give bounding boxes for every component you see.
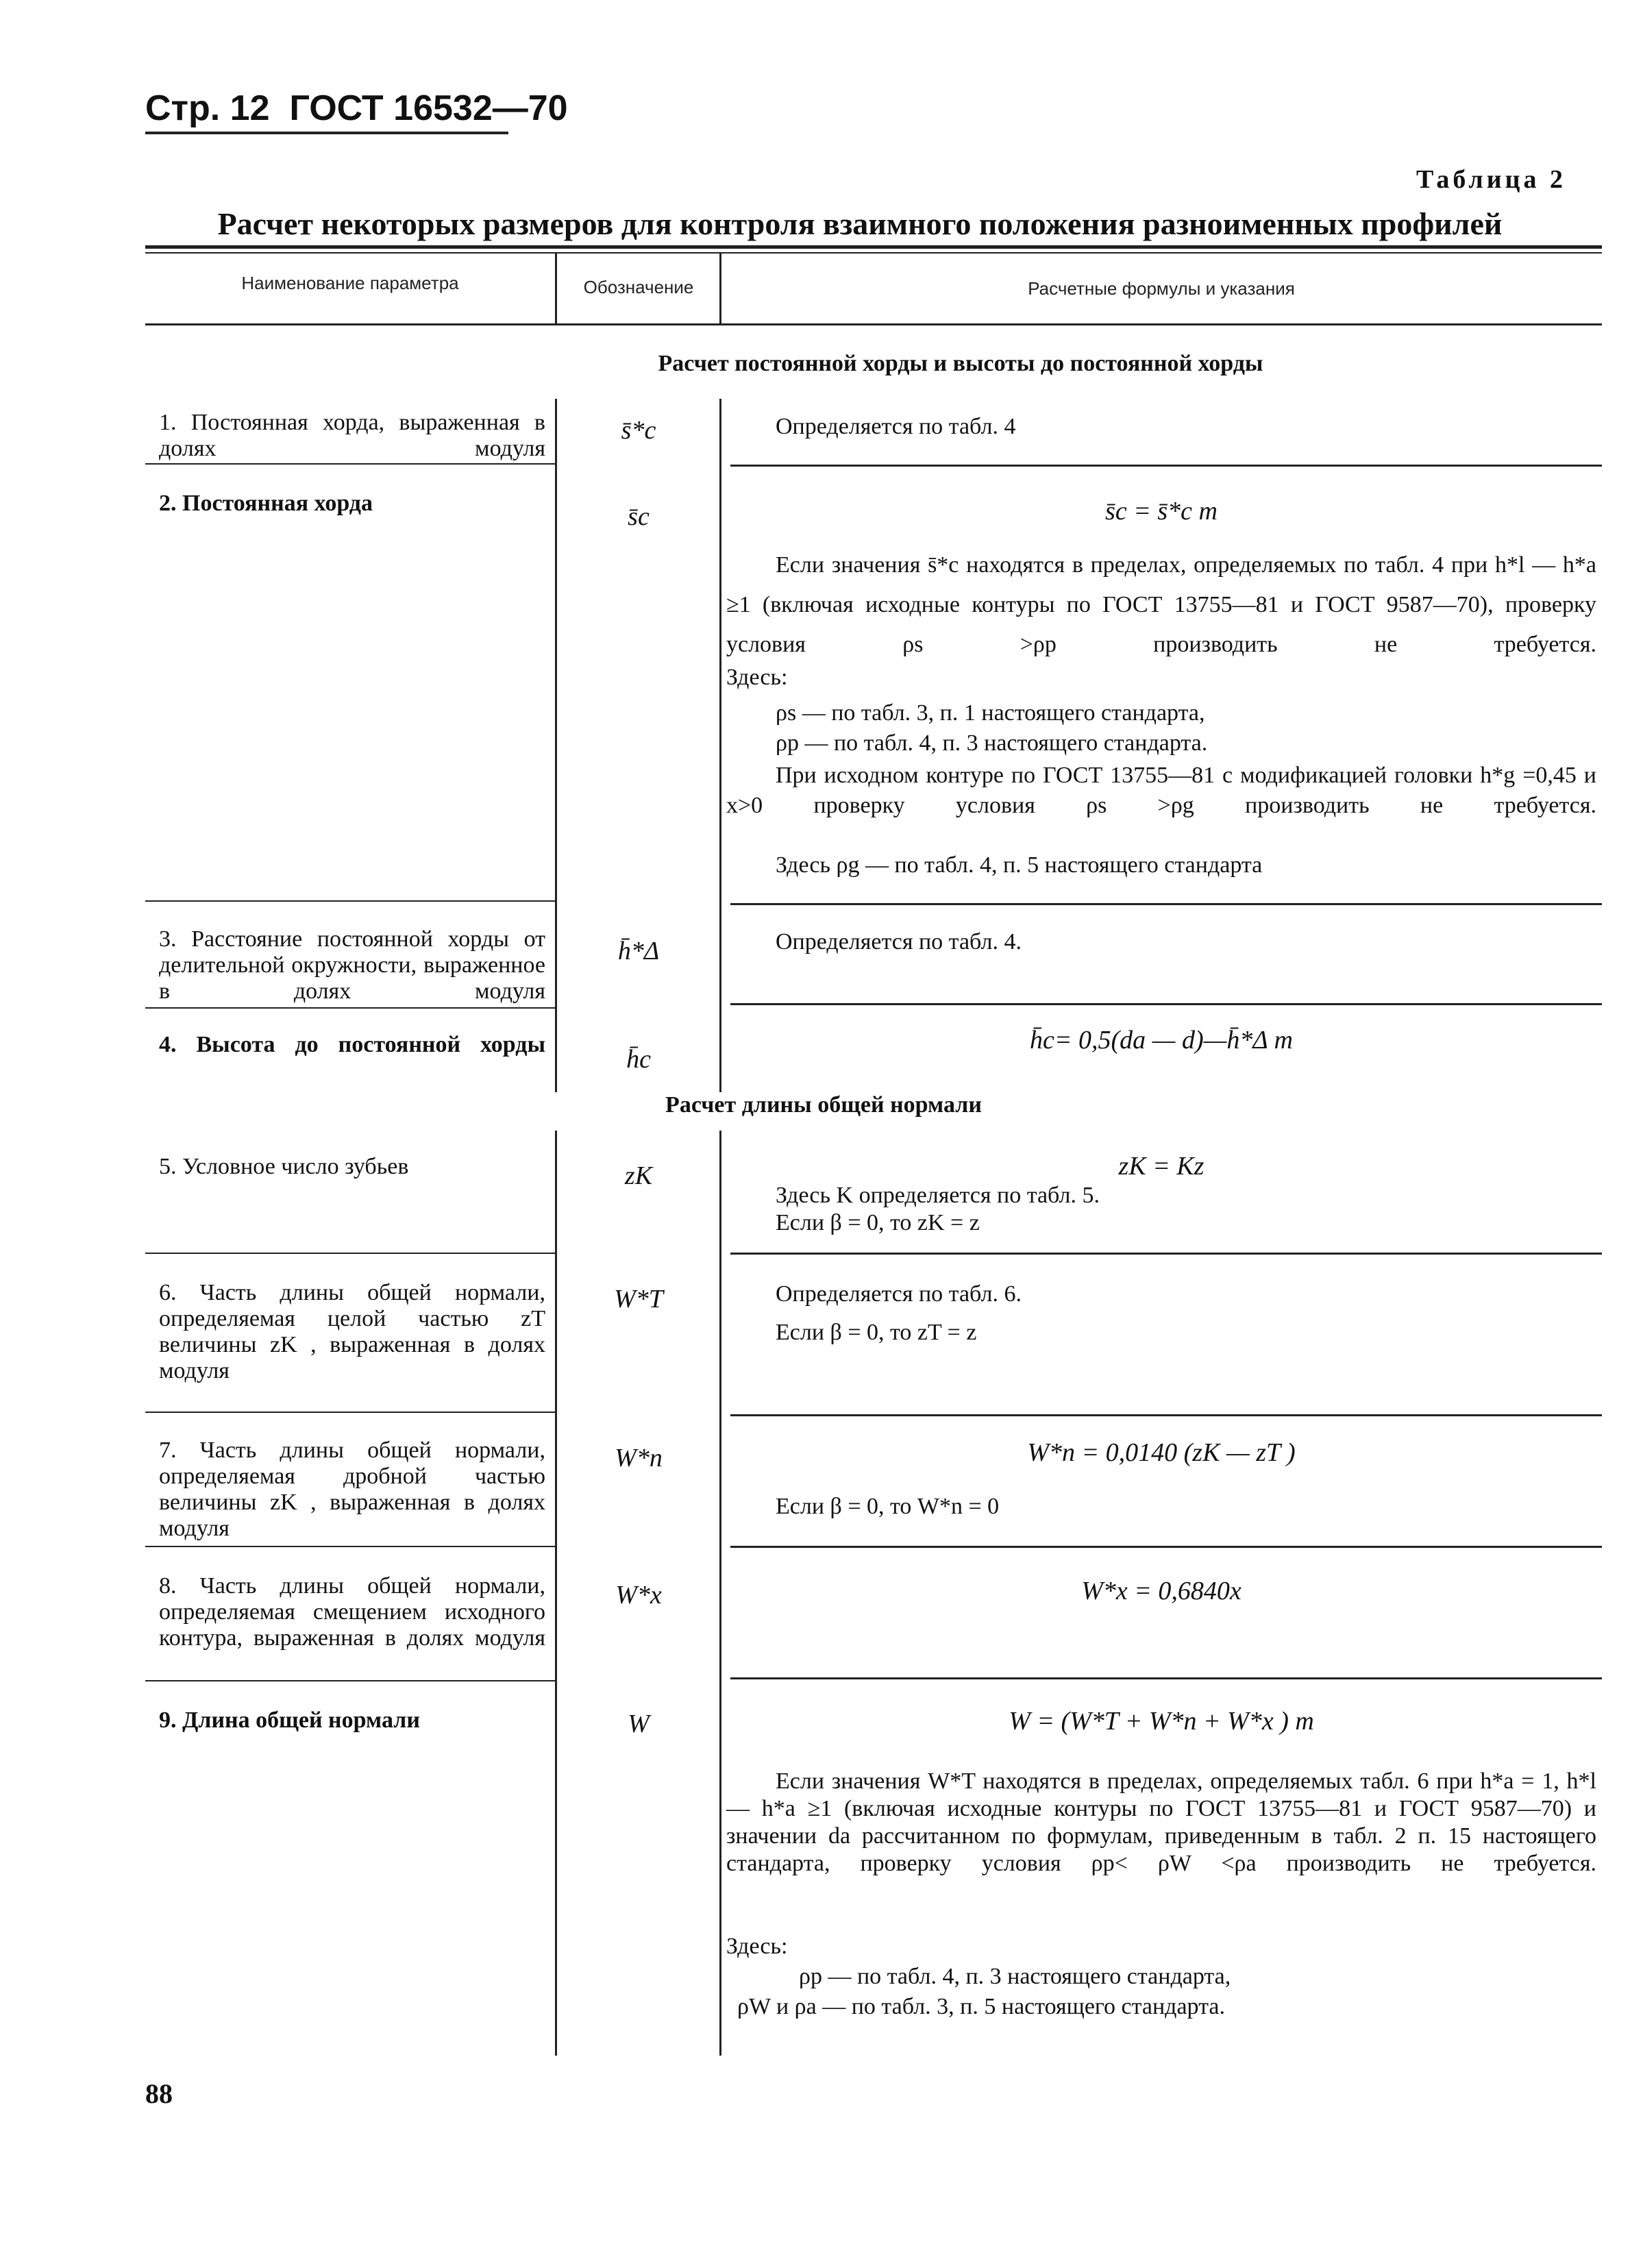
row-1-text: Определяется по табл. 4 [776, 414, 1016, 439]
row-2-here: Здесь: [726, 665, 788, 690]
row-5-name: 5. Условное число зубьев [159, 1154, 409, 1179]
row-5-line-2: Если β = 0, то zK = z [776, 1210, 980, 1235]
row-8-symbol: W*x [615, 1581, 662, 1610]
row-3-name: 3. Расстояние постоянной хорды от делительной окружности, выраженное в долях модуля [159, 926, 545, 1004]
col-header-symbol: Обозначение [583, 277, 694, 297]
row-4-formula: h̄c= 0,5(da — d)—h̄*Δ m [1030, 1026, 1293, 1055]
col-header-name: Наименование параметра [241, 273, 459, 293]
page-prefix: Стр. 12 [145, 88, 270, 128]
row-1-name: 1. Постоянная хорда, выраженная в долях модуля [159, 410, 545, 461]
row-7-name: 7. Часть длины общей нормали, определяемая дробной частью величины zK , выраженная в долях модуля [159, 1438, 545, 1541]
row-9-name: 9. Длина общей нормали [159, 1708, 420, 1733]
row-2-line-2: ρp — по табл. 4, п. 3 настоящего стандарта. [776, 730, 1208, 756]
row-7-formula: W*n = 0,0140 (zK — zT ) [1027, 1438, 1296, 1467]
row-6-symbol: W*T [614, 1285, 663, 1314]
row-6-name: 6. Часть длины общей нормали, определяемая целой частью zT величины zK , выраженная в долях модуля [159, 1280, 545, 1383]
row-6-line-1: Определяется по табл. 6. [776, 1281, 1022, 1307]
row-9-line-2: ρW и ρa — по табл. 3, п. 5 настоящего стандарта. [737, 1994, 1225, 2019]
row-8-name: 8. Часть длины общей нормали, определяемая смещением исходного контура, выраженная в долях модуля [159, 1573, 545, 1651]
row-7-line-1: Если β = 0, то W*n = 0 [776, 1494, 1000, 1519]
row-2-symbol: s̄c [628, 502, 650, 531]
row-5-formula: zK = Kz [1118, 1152, 1205, 1181]
col-header-formula: Расчетные формулы и указания [1028, 278, 1295, 299]
row-9-formula: W = (W*T + W*n + W*x ) m [1009, 1707, 1314, 1736]
row-7-symbol: W*n [615, 1444, 663, 1472]
row-2-paragraph-3: Здесь ρg — по табл. 4, п. 5 настоящего стандарта [776, 852, 1263, 878]
section-heading-constant-chord: Расчет постоянной хорды и высоты до постоянной хорды [658, 351, 1263, 376]
row-3-symbol: h̄*Δ [617, 937, 660, 965]
page-number: 88 [145, 2078, 173, 2109]
row-9-here: Здесь: [726, 1934, 788, 1959]
standard-number: ГОСТ 16532—70 [289, 88, 568, 128]
section-heading-common-normal: Расчет длины общей нормали [665, 1092, 982, 1118]
row-6-line-2: Если β = 0, то zT = z [776, 1320, 977, 1345]
row-3-text: Определяется по табл. 4. [776, 929, 1022, 954]
table-top-rule [145, 245, 1602, 249]
row-1-symbol: s̄*c [621, 416, 656, 445]
row-5-line-1: Здесь K определяется по табл. 5. [776, 1183, 1100, 1208]
row-8-formula: W*x = 0,6840x [1081, 1577, 1241, 1605]
header-bottom-rule [145, 323, 1602, 325]
row-2-name: 2. Постоянная хорда [159, 491, 373, 516]
row-2-paragraph-1: Если значения s̄*c находятся в пределах, определяемых по табл. 4 при h*l — h*a ≥1 (включая исходные контуры по ГОСТ 13755—81 и ГОСТ 9587—70), проверку условия ρs >ρp производить не требуется. [726, 552, 1596, 657]
row-2-line-1: ρs — по табл. 3, п. 1 настоящего стандарта, [776, 700, 1205, 726]
header-underline [145, 132, 508, 134]
row-2-formula: s̄c = s̄*c m [1105, 497, 1218, 526]
row-9-symbol: W [628, 1710, 650, 1738]
row-9-line-1: ρp — по табл. 4, п. 3 настоящего стандарта, [799, 1964, 1231, 1989]
row-4-name: 4. Высота до постоянной хорды [159, 1032, 545, 1057]
table-label: Таблица 2 [1416, 165, 1566, 194]
row-9-paragraph-1: Если значения W*T находятся в пределах, определяемых табл. 6 при h*a = 1, h*l — h*a ≥1 (включая исходные контуры по ГОСТ 13755—81 и ГОСТ 9587—70) и значении da рассчитанном по формулам, приведенным в табл. 2 п. 15 настоящего стандарта, проверку условия ρp< ρW <ρa производить не требуется. [726, 1768, 1596, 1876]
table-title: Расчет некоторых размеров для контроля взаимного положения разноименных профилей [217, 206, 1503, 241]
row-5-symbol: zK [624, 1161, 653, 1190]
page-header [145, 88, 568, 129]
row-4-symbol: h̄c [626, 1045, 651, 1074]
row-2-paragraph-2: При исходном контуре по ГОСТ 13755—81 с модификацией головки h*g =0,45 и x>0 проверку условия ρs >ρg производить не требуется. [726, 763, 1596, 818]
